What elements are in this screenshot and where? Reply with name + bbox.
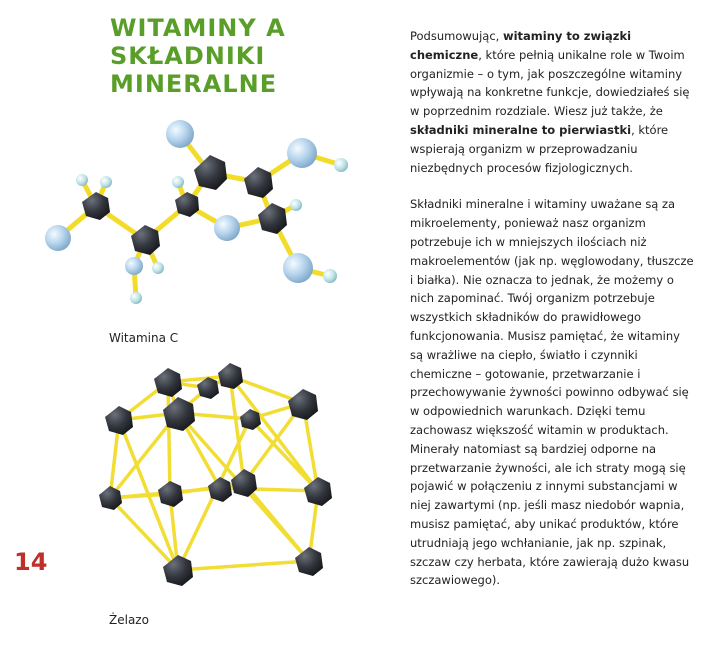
paragraph-1: [410, 27, 694, 177]
page-number: 14: [14, 548, 48, 576]
paragraph-2: Składniki mineralne i witaminy uważane są za mikroelementy, ponieważ nasz organizm potrzebuje ich w mniejszych ilościach niż makroelementów (jak np. węglowodany, tłuszcze i białka). Nie oznacza to jednak, że możemy o nich zapominać. Twój organizm potrzebuje wszystkich składników do prawidłowego funkcjonowania. Musisz pamiętać, że witaminy są wrażliwe na ciepło, światło i czynniki chemiczne – gotowanie, przetwarzanie i przechowywanie żywności powinno odbywać się w odpowiednich warunkach. Dzięki temu zachowasz większość witamin w produktach. Minerały natomiast są bardziej odporne na przetwarzanie żywności, ale ich straty mogą się pojawić w połączeniu z innymi substancjami w niej zawartymi (np. jeśli masz niedobór wapnia, musisz pamiętać, aby unikać produktów, które utrudniają jego wchłanianie, jak np. szpinak, szczaw czy herbata, które zawierają dużo kwasu szczawiowego).: [410, 197, 694, 588]
body-text: [410, 27, 694, 590]
vitamin-c-molecule-illustration: [45, 120, 348, 304]
p1-text-3: , które wspierają organizm w przeprowadzaniu niezbędnych procesów fizjologicznych.: [410, 122, 669, 175]
vitamin-c-caption: Witamina C: [109, 331, 179, 345]
iron-caption: Żelazo: [109, 613, 149, 627]
iron-lattice-illustration: [99, 363, 332, 586]
p1-bold-1: witaminy to związki chemiczne: [410, 29, 632, 62]
p1-bold-2: składniki mineralne to pierwiastki: [410, 122, 632, 137]
title-line-2: MINERALNE: [110, 70, 278, 98]
title-line-1: WITAMINY A SKŁADNIKI: [110, 14, 286, 70]
p1-text-1: Podsumowując,: [410, 29, 503, 43]
p1-text-2: , które pełnią unikalne role w Twoim organizmie – o tym, jak poszczególne witaminy wpływają na konkretne funkcje, dowiedziałeś się w poprzednim rozdziale. Wiesz już także, że: [410, 47, 690, 119]
